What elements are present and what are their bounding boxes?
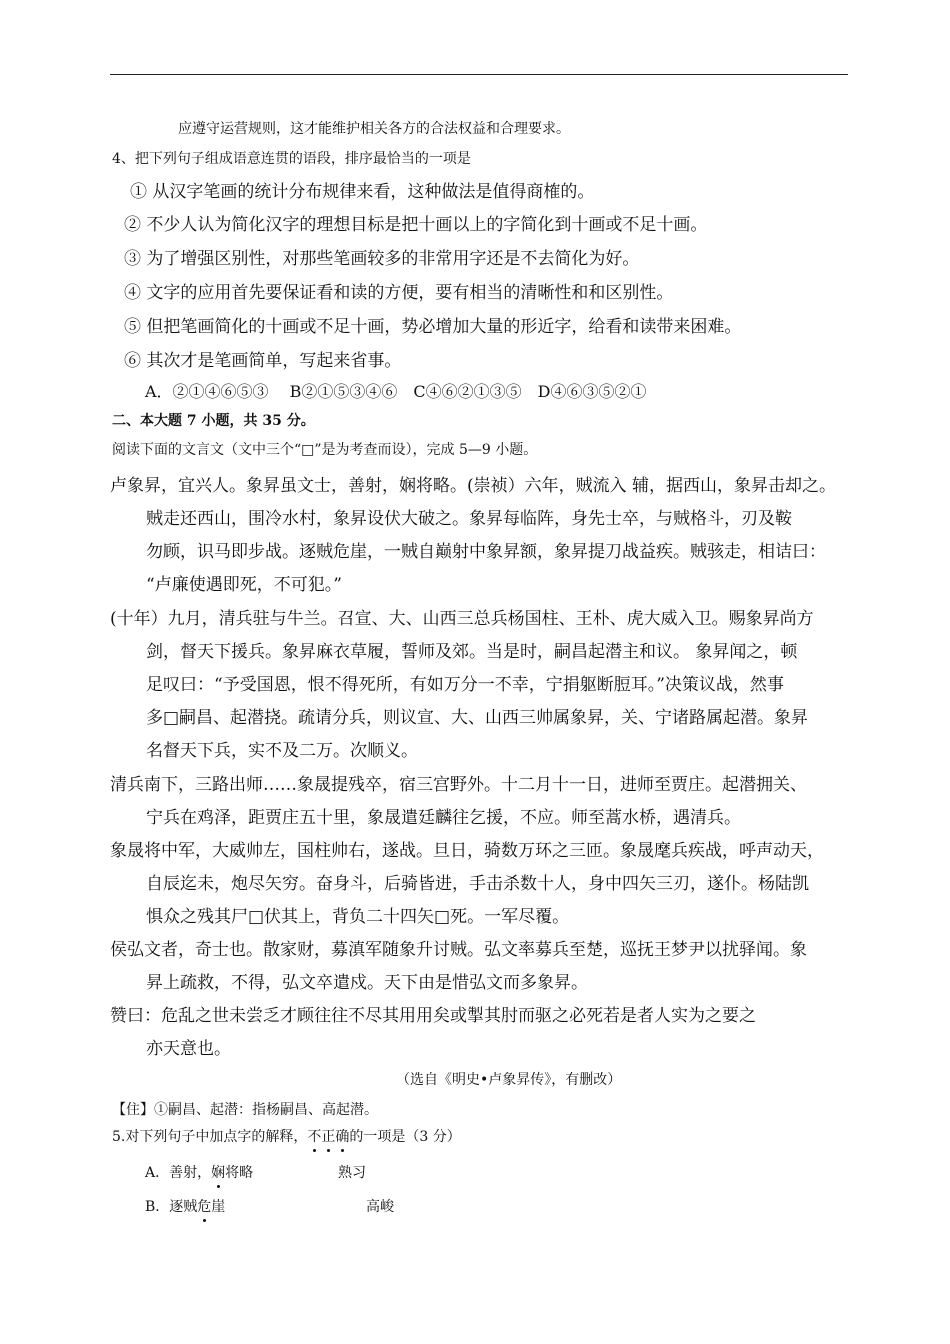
footnote: 【住】①嗣昌、起潜：指杨嗣昌、高起潜。 [112,1102,378,1118]
option-text: 将略 [225,1165,254,1181]
q4-item: ③ 为了增强区别性，对那些笔画较多的非常用字还是不去简化为好。 [124,249,640,269]
q4-item: ① 从汉字笔画的统计分布规律来看，这种做法是值得商榷的。 [130,182,595,202]
q4-item: ⑤ 但把笔画简化的十画或不足十画，势必增加大量的形近字，给看和读带来困难。 [124,317,742,337]
passage-line: “卢廉使遇即死，不可犯。” [146,575,342,595]
dotted-char: 娴 [211,1162,225,1182]
dotted-char: 确 [335,1126,349,1146]
passage-line: 剑，督天下援兵。象昇麻衣草履，誓师及郊。当是时，嗣昌起潜主和议。 象昇闻之，顿 [146,642,798,662]
section-intro: 阅读下面的文言文（文中三个“□”是为考查而设），完成 5—9 小题。 [112,442,538,458]
dotted-char: 正 [321,1126,335,1146]
option-text: A．善射， [145,1165,212,1181]
q5-stem [112,1126,461,1146]
passage-line: 名督天下兵，实不及二万。次顺义。 [146,741,418,761]
passage-line: 昇上疏救，不得，弘文卒遣戍。天下由是惜弘文而多象昇。 [146,973,588,993]
q4-item: ② 不少人认为简化汉字的理想目标是把十画以上的字简化到十画或不足十画。 [124,215,708,235]
q5-option-a-definition: 熟习 [338,1165,366,1181]
passage-line: (十年）九月，清兵驻与牛兰。召宣、大、山西三总兵杨国柱、王朴、虎大威入卫。赐象昇尚方 [110,609,814,629]
passage-line: 侯弘文者，奇士也。散家财，募滇军随象升讨贼。弘文率募兵至楚，巡抚王梦尹以扰驿闻。象 [110,940,807,960]
passage-line: 赞曰：危乱之世未尝乏才顾往往不尽其用用矣或掣其肘而驱之必死若是者人实为之要之 [110,1006,756,1026]
header-rule [110,74,848,75]
q5-stem-text: 5.对下列句子中加点字的解释， [112,1129,308,1145]
q5-dotted-text [307,1129,349,1145]
option-text: 崖 [211,1199,226,1215]
q4-options: A．②①④⑥⑤③ B②①⑤③④⑥ C④⑥②①③⑤ D④⑥③⑤②① [145,382,647,401]
q4-item: ④ 文字的应用首先要保证看和读的方便，要有相当的清晰性和和区别性。 [124,283,674,303]
q5-option-b-definition: 高峻 [366,1199,394,1215]
passage-line: 清兵南下，三路出师……象晟提残卒，宿三宫野外。十二月十一日，进师至贾庄。起潜拥关、 [110,775,807,795]
q5-stem-text: 的一项是（3 分） [349,1129,461,1145]
passage-line: 亦天意也。 [146,1039,231,1059]
continued-line: 应遵守运营规则，这才能维护相关各方的合法权益和合理要求。 [178,121,570,137]
passage-line: 宁兵在鸡泽，距贾庄五十里，象晟遣廷麟往乞援，不应。师至蒿水桥，遇清兵。 [146,808,741,828]
q4-item: ⑥ 其次才是笔画简单，写起来省事。 [124,351,402,371]
passage-line: 卢象昇，宜兴人。象昇虽文士，善射，娴将略。(崇祯）六年，贼流入 辅，据西山，象昇击却之。 [110,476,837,496]
passage-line: 象晟将中军，大威帅左，国柱帅右，遂战。旦日，骑数万环之三匝。象晟麾兵疾战，呼声动天， [110,841,824,861]
passage-line: 多□嗣昌、起潜挠。疏请分兵，则议宣、大、山西三帅属象昇，关、宁诸路属起潜。象昇 [146,708,809,728]
dotted-char: 不 [307,1126,321,1146]
q4-stem: 4、把下列句子组成语意连贯的语段，排序最恰当的一项是 [112,151,471,167]
passage-line: 惧众之残其尸□伏其上，背负二十四矢□死。一军尽覆。 [146,907,570,927]
passage-line: 足叹曰：“予受国恩，恨不得死所，有如万分一不幸，宁捐躯断脰耳。”决策议战，然事 [146,675,784,695]
source-citation: （选自《明史•卢象昇传》，有删改） [396,1072,622,1088]
passage-line: 勿顾，识马即步战。逐贼危崖，一贼自巅射中象昇额，象昇提刀战益疾。贼骇走，相诘曰： [146,542,826,562]
dotted-char: 危 [197,1196,211,1216]
q5-option-a [145,1162,253,1182]
option-text: B．逐贼 [145,1199,198,1215]
passage-line: 贼走还西山，围冷水村，象昇设伏大破之。象昇每临阵，身先士卒，与贼格斗，刃及鞍 [146,509,792,529]
passage-line: 自辰迄未，炮尽矢穷。奋身斗，后骑皆进，手击杀数十人，身中四矢三刃，遂仆。杨陆凯 [146,874,809,894]
q5-option-b [145,1196,225,1216]
section-heading: 二、本大题 7 小题，共 35 分。 [112,413,315,429]
